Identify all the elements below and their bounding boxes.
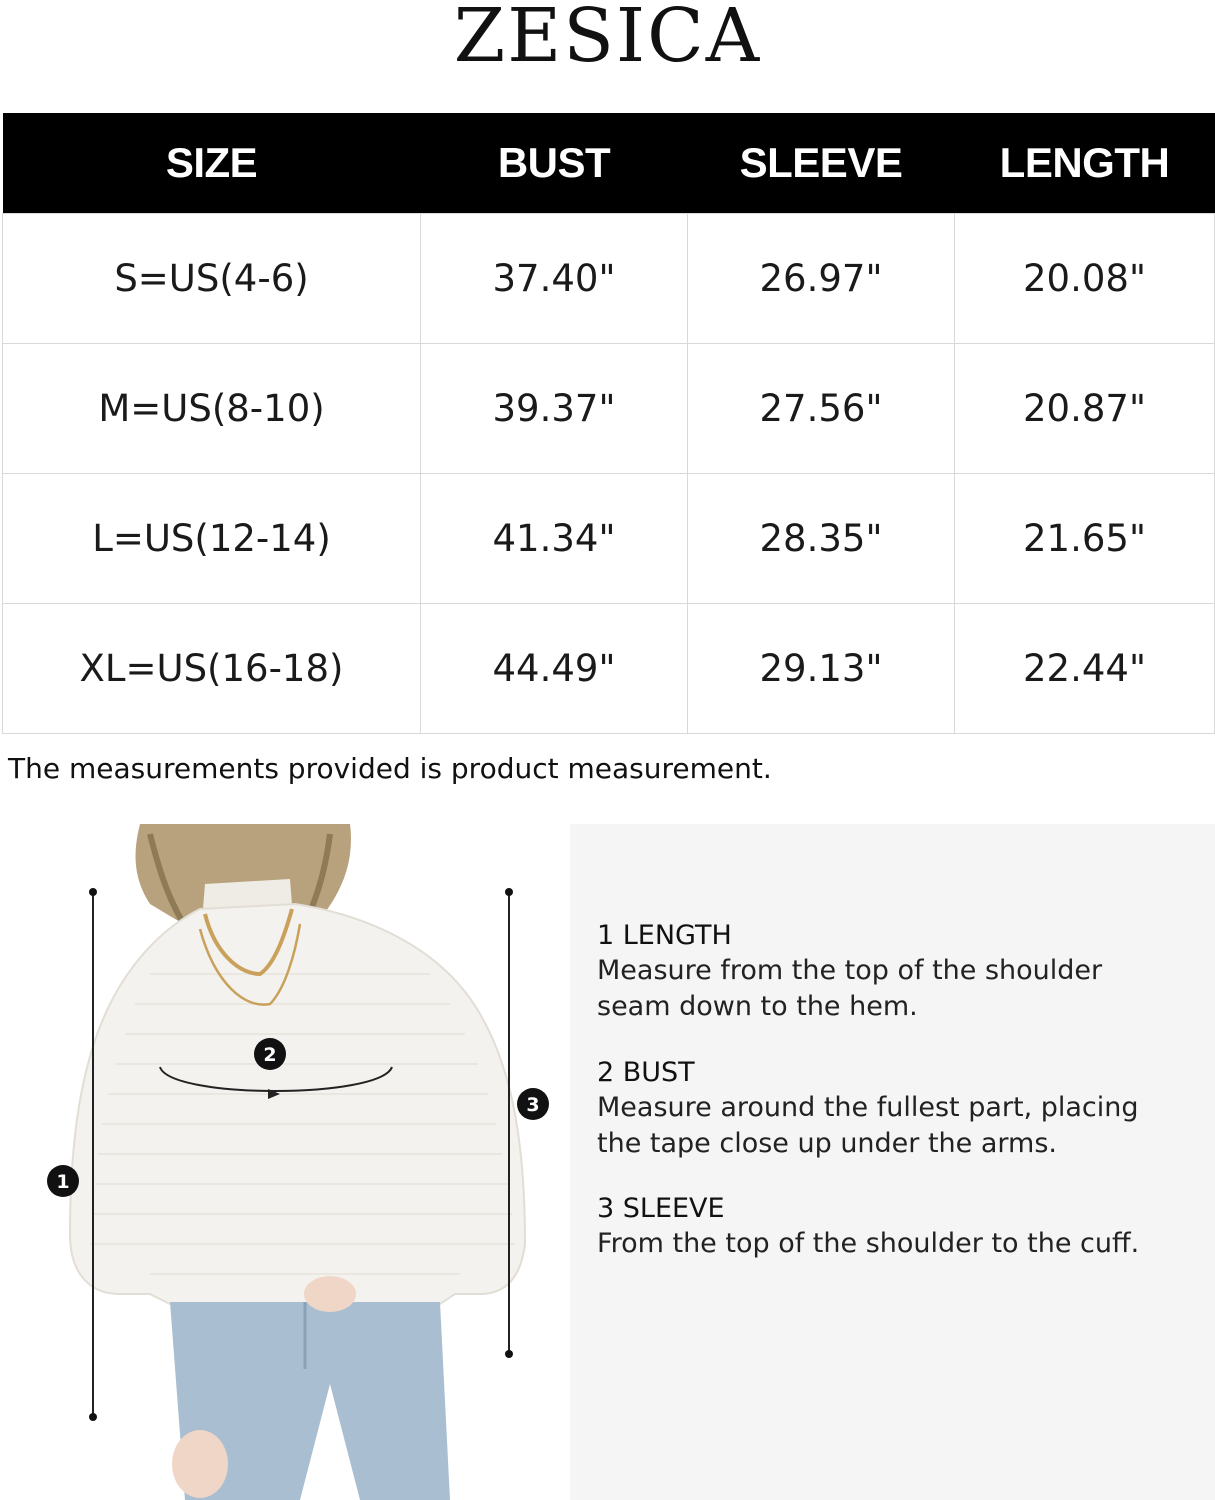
left-hand xyxy=(172,1430,228,1498)
model-photo xyxy=(0,824,570,1500)
measurement-note: The measurements provided is product measurement. xyxy=(8,752,772,785)
length-guide-dot-bottom xyxy=(89,1413,97,1421)
table-row xyxy=(3,604,1215,734)
guide-bust-text-line: Measure around the fullest part, placing xyxy=(597,1092,1139,1123)
cell-size: XL=US(16-18) xyxy=(3,604,421,734)
cell-sleeve: 29.13" xyxy=(688,604,955,734)
guide-sleeve-text-line: From the top of the shoulder to the cuff. xyxy=(597,1228,1140,1259)
length-guide-dot-top xyxy=(89,888,97,896)
brand-logo: ZESICA xyxy=(453,0,762,79)
measurement-guide-panel xyxy=(570,824,1215,1500)
guide-length-title: 1 LENGTH xyxy=(597,920,732,951)
guide-length-text-line: Measure from the top of the shoulder xyxy=(597,955,1103,986)
cell-bust: 39.37" xyxy=(421,344,688,474)
guide-length-text-line: seam down to the hem. xyxy=(597,991,918,1022)
header-size: SIZE xyxy=(3,113,421,214)
marker-2-label: 2 xyxy=(263,1044,277,1066)
sleeve-guide-dot-bottom xyxy=(505,1350,513,1358)
cell-bust: 44.49" xyxy=(421,604,688,734)
cell-size: M=US(8-10) xyxy=(3,344,421,474)
cell-size: L=US(12-14) xyxy=(3,474,421,604)
guide-bust xyxy=(597,1056,1197,1162)
cell-bust: 37.40" xyxy=(421,214,688,344)
sweater-illustration xyxy=(0,824,570,1500)
cell-length: 22.44" xyxy=(955,604,1215,734)
cell-size: S=US(4-6) xyxy=(3,214,421,344)
guide-length xyxy=(597,919,1197,1025)
cell-length: 20.87" xyxy=(955,344,1215,474)
sleeve-guide-dot-top xyxy=(505,888,513,896)
table-row xyxy=(3,344,1215,474)
marker-1-label: 1 xyxy=(56,1171,70,1193)
table-header-row xyxy=(3,113,1215,214)
guide-sleeve-title: 3 SLEEVE xyxy=(597,1193,725,1224)
marker-3-label: 3 xyxy=(526,1094,540,1116)
cell-length: 21.65" xyxy=(955,474,1215,604)
cell-sleeve: 28.35" xyxy=(688,474,955,604)
guide-bust-title: 2 BUST xyxy=(597,1057,695,1088)
header-sleeve: SLEEVE xyxy=(688,113,955,214)
cell-sleeve: 27.56" xyxy=(688,344,955,474)
table-row xyxy=(3,214,1215,344)
guide-bust-text-line: the tape close up under the arms. xyxy=(597,1128,1057,1159)
right-hand xyxy=(304,1276,356,1312)
size-chart-table xyxy=(2,113,1215,734)
cell-sleeve: 26.97" xyxy=(688,214,955,344)
guide-sleeve xyxy=(597,1192,1197,1262)
cell-length: 20.08" xyxy=(955,214,1215,344)
cell-bust: 41.34" xyxy=(421,474,688,604)
table-row xyxy=(3,474,1215,604)
header-length: LENGTH xyxy=(955,113,1215,214)
header-bust: BUST xyxy=(421,113,688,214)
